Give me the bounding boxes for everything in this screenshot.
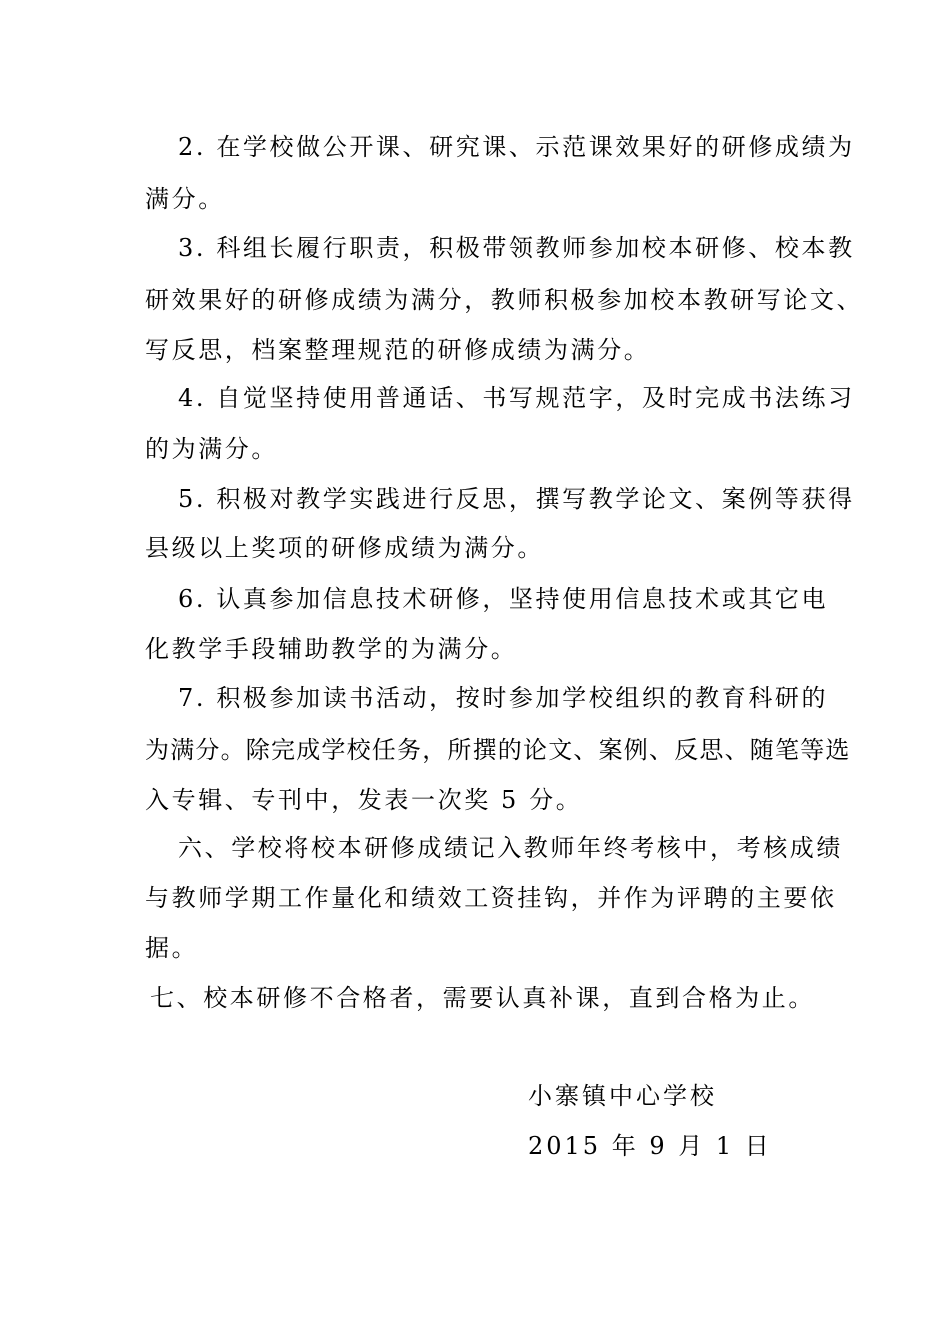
paragraph-4-line-2: 的为满分。 [145,435,278,463]
section-six-line-2: 与教师学期工作量化和绩效工资挂钩，并作为评聘的主要依 [145,884,837,912]
signature-organization: 小寨镇中心学校 [528,1082,717,1110]
paragraph-3-line-1: 3. 科组长履行职责，积极带领教师参加校本研修、校本教 [178,234,855,262]
paragraph-3-line-2: 研效果好的研修成绩为满分，教师积极参加校本教研写论文、 [145,286,864,314]
paragraph-5-line-2: 县级以上奖项的研修成绩为满分。 [145,534,544,562]
paragraph-2-line-1: 2. 在学校做公开课、研究课、示范课效果好的研修成绩为 [178,133,855,161]
paragraph-7-line-2: 为满分。除完成学校任务，所撰的论文、案例、反思、随笔等选 [145,736,851,764]
paragraph-5-line-1: 5. 积极对教学实践进行反思，撰写教学论文、案例等获得 [178,485,855,513]
paragraph-6-line-2: 化教学手段辅助教学的为满分。 [145,635,518,663]
section-six-line-1: 六、学校将校本研修成绩记入教师年终考核中，考核成绩 [178,834,843,862]
section-six-line-3: 据。 [145,934,199,962]
paragraph-2-line-2: 满分。 [145,185,225,213]
paragraph-7-line-1: 7. 积极参加读书活动，按时参加学校组织的教育科研的 [178,684,829,712]
paragraph-7-line-3: 入专辑、专刊中，发表一次奖 5 分。 [145,786,583,814]
paragraph-6-line-1: 6. 认真参加信息技术研修，坚持使用信息技术或其它电 [178,585,829,613]
paragraph-3-line-3: 写反思，档案整理规范的研修成绩为满分。 [145,336,651,364]
signature-date: 2015 年 9 月 1 日 [528,1132,772,1160]
section-seven-line-1: 七、校本研修不合格者，需要认真补课，直到合格为止。 [150,984,815,1012]
paragraph-4-line-1: 4. 自觉坚持使用普通话、书写规范字，及时完成书法练习 [178,384,855,412]
